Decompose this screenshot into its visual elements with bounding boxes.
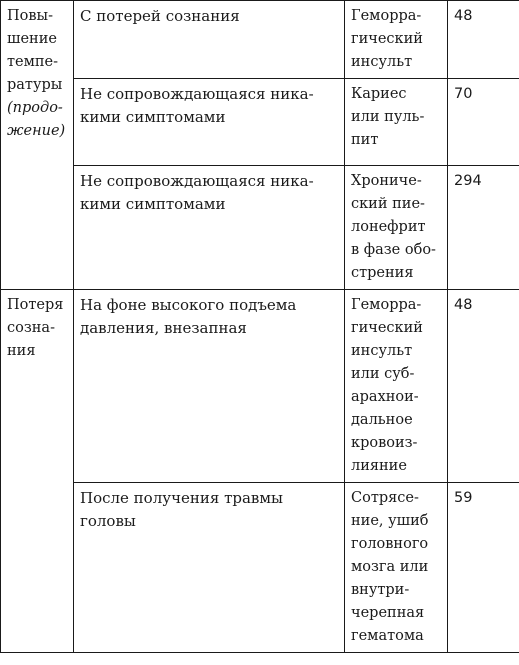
condition-line: кими симптомами <box>80 195 226 213</box>
diagnosis-line: гематома <box>351 628 424 644</box>
symptom-line: Повы- <box>7 8 53 24</box>
diagnosis-line: инсульт <box>351 343 413 359</box>
table-row <box>1 1 519 79</box>
symptom-cell-loss-of-consciousness <box>1 290 74 653</box>
continued-note: жение) <box>7 123 66 139</box>
diagnosis-line: ние, ушиб <box>351 513 429 529</box>
condition-line: головы <box>80 512 136 530</box>
symptom-line: шение <box>7 31 57 47</box>
diagnosis-line: внутри- <box>351 582 410 598</box>
diagnosis-line: головного <box>351 536 429 552</box>
condition-cell <box>74 1 345 79</box>
diagnosis-line: арахнои- <box>351 389 419 405</box>
diagnosis-line: дальное <box>351 412 413 428</box>
diagnosis-line: Геморра- <box>351 297 422 313</box>
page-number-cell: 48 <box>448 290 519 483</box>
diagnosis-line: пит <box>351 132 379 148</box>
diagnosis-cell <box>345 290 448 483</box>
symptom-line: ния <box>7 343 36 359</box>
diagnosis-cell <box>345 166 448 290</box>
symptom-line: созна- <box>7 320 55 336</box>
condition-line: кими симптомами <box>80 108 226 126</box>
page-number-cell: 294 <box>448 166 519 290</box>
diagnosis-line: Сотрясе- <box>351 490 419 506</box>
symptom-line: ратуры <box>7 77 63 93</box>
diagnosis-line: стрения <box>351 265 414 281</box>
symptom-cell-fever <box>1 1 74 290</box>
condition-cell <box>74 166 345 290</box>
diagnosis-line: лонефрит <box>351 219 426 235</box>
page-number-cell: 59 <box>448 483 519 653</box>
diagnosis-line: ский пие- <box>351 196 425 212</box>
symptom-line: Потеря <box>7 297 64 313</box>
continued-note: (продо- <box>7 100 63 116</box>
table-row <box>1 290 519 483</box>
page-number-cell: 70 <box>448 79 519 166</box>
condition-line: После получения травмы <box>80 489 283 507</box>
symptom-line: темпе- <box>7 54 59 70</box>
diagnosis-line: инсульт <box>351 54 413 70</box>
diagnosis-line: или суб- <box>351 366 415 382</box>
condition-cell <box>74 290 345 483</box>
diagnosis-cell <box>345 1 448 79</box>
table-row <box>1 483 519 653</box>
diagnosis-cell <box>345 79 448 166</box>
diagnosis-line: кровоиз- <box>351 435 418 451</box>
diagnosis-line: гический <box>351 320 423 336</box>
condition-cell <box>74 79 345 166</box>
condition-line: давления, внезапная <box>80 319 247 337</box>
diagnosis-line: черепная <box>351 605 425 621</box>
diagnosis-cell <box>345 483 448 653</box>
diagnosis-line: Геморра- <box>351 8 422 24</box>
page-number-cell: 48 <box>448 1 519 79</box>
diagnosis-line: в фазе обо- <box>351 242 436 258</box>
condition-line: На фоне высокого подъема <box>80 296 297 314</box>
table-row <box>1 166 519 290</box>
diagnosis-line: гический <box>351 31 423 47</box>
condition-line: С потерей сознания <box>80 7 240 25</box>
diagnosis-line: Хрониче- <box>351 173 422 189</box>
diagnosis-line: или пуль- <box>351 109 425 125</box>
table-row <box>1 79 519 166</box>
condition-cell <box>74 483 345 653</box>
condition-line: Не сопровождающаяся ника- <box>80 172 314 190</box>
condition-line: Не сопровождающаяся ника- <box>80 85 314 103</box>
diagnosis-line: лияние <box>351 458 407 474</box>
diagnosis-line: мозга или <box>351 559 429 575</box>
diagnosis-line: Кариес <box>351 86 407 102</box>
